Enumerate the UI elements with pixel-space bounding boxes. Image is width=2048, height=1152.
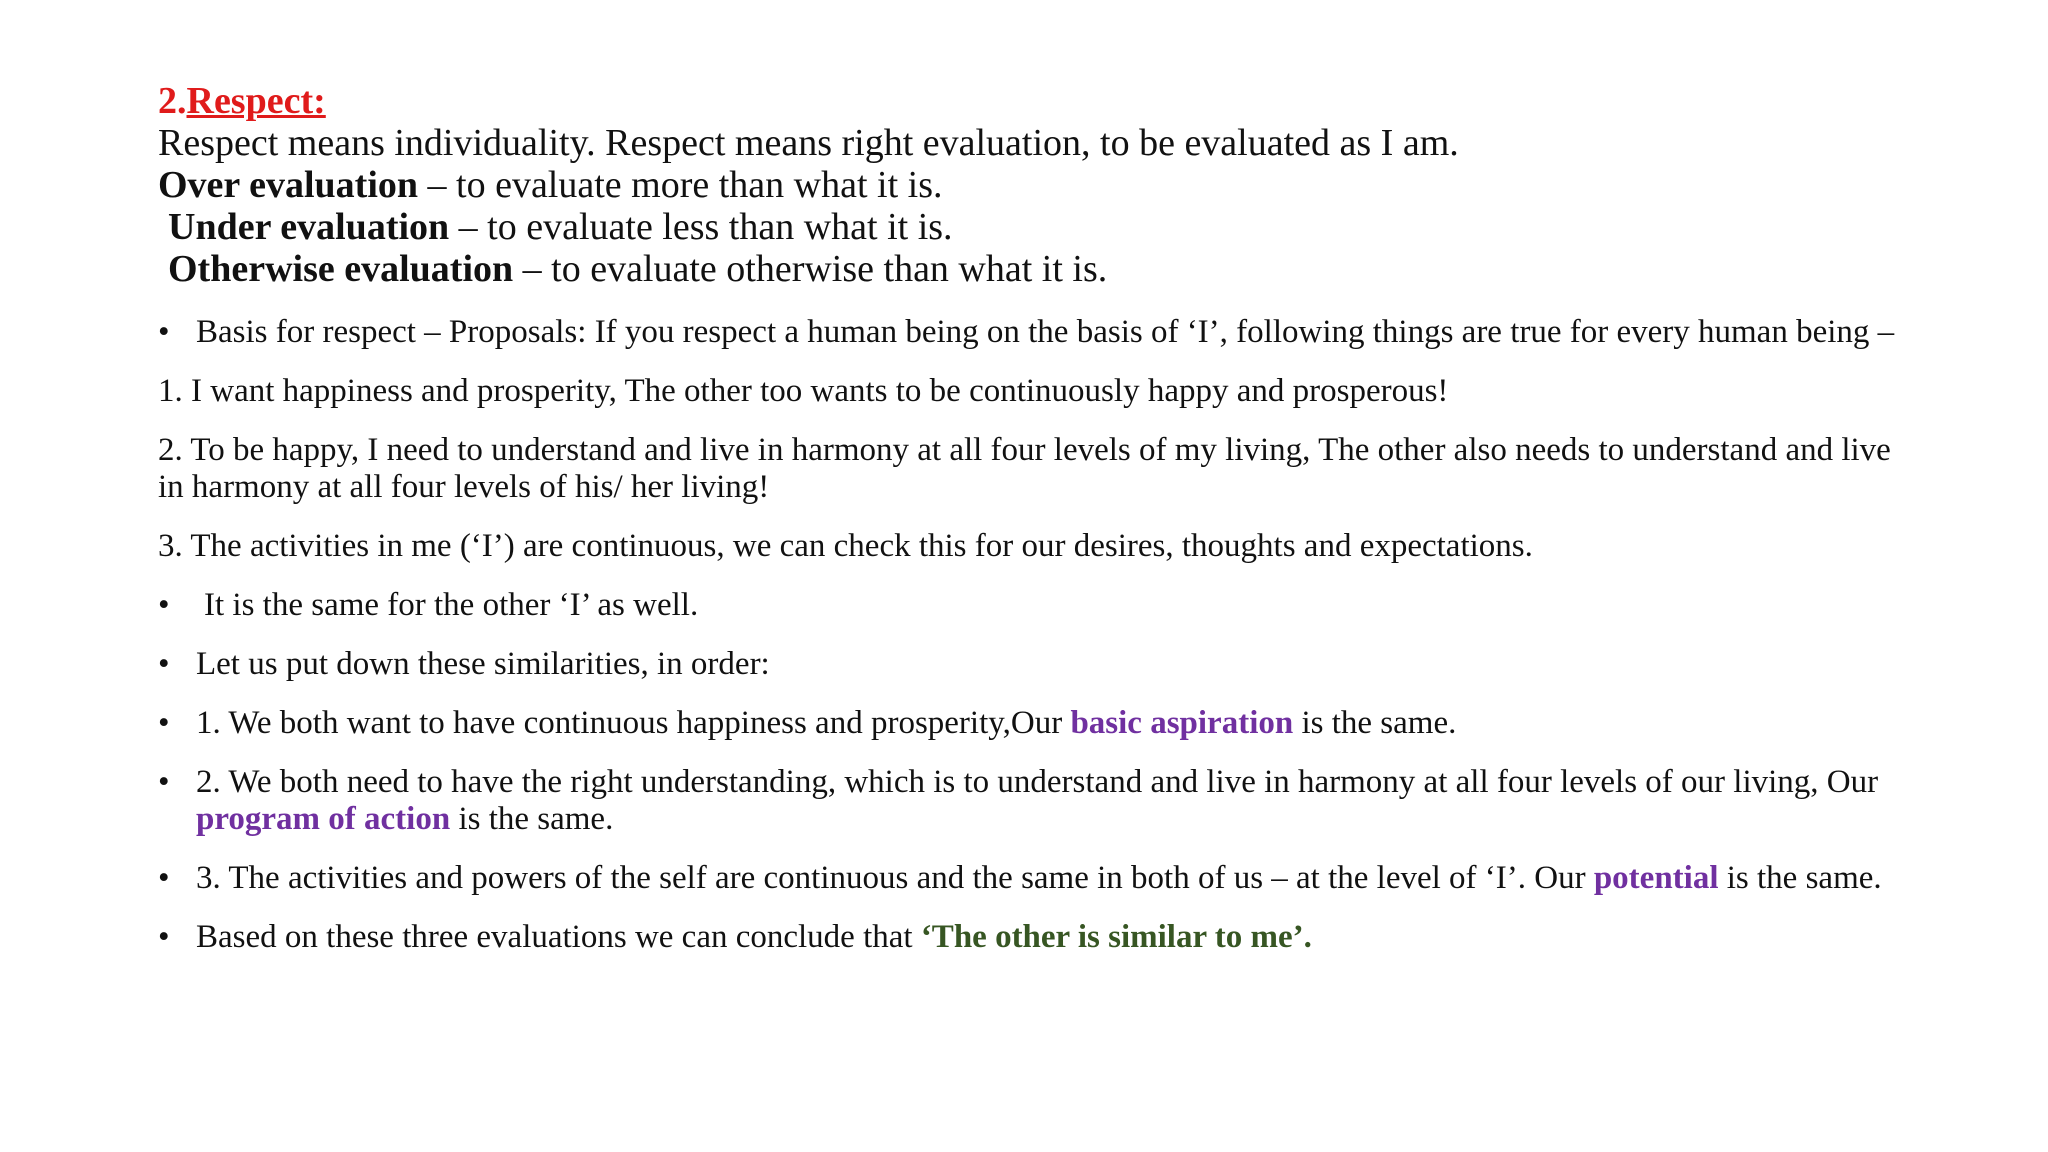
similarity-text: is the same. xyxy=(450,801,614,837)
respect-definition: Respect means individuality. Respect means right evaluation, to be evaluated as I am. xyxy=(158,122,1459,164)
similarity-text: is the same. xyxy=(1718,860,1882,896)
section-heading xyxy=(158,80,1978,122)
similarity-highlight: potential xyxy=(1593,860,1719,896)
similarity-text: 2. We both need to have the right understanding, which is to understand and live in harmony at all four levels of our living, Our xyxy=(196,764,1879,800)
similarity-highlight: program of action xyxy=(196,801,451,837)
similarity-highlight: basic aspiration xyxy=(1070,705,1294,741)
conclusion-text: Based on these three evaluations we can conclude that xyxy=(196,919,921,955)
proposal-3: 3. The activities in me (‘I’) are continuous, we can check this for our desires, thoughts and expectations. xyxy=(158,528,1533,564)
bullet-same-for-other: • It is the same for the other ‘I’ as well. xyxy=(158,587,1918,624)
bullet-conclusion xyxy=(158,919,1918,956)
evaluation-over xyxy=(158,164,1978,206)
bullet-put-down: • Let us put down these similarities, in order: xyxy=(158,646,1918,683)
bullet-similarity-1 xyxy=(158,705,1918,742)
similarity-text: 1. We both want to have continuous happiness and prosperity,Our xyxy=(196,705,1071,741)
evaluation-desc: – to evaluate more than what it is. xyxy=(418,164,943,206)
proposal-1: 1. I want happiness and prosperity, The other too wants to be continuously happy and prosperous! xyxy=(158,373,1449,409)
evaluation-under xyxy=(158,206,1978,248)
evaluation-term: Under evaluation xyxy=(168,206,450,248)
evaluation-term: Over evaluation xyxy=(158,164,419,206)
evaluation-otherwise xyxy=(158,248,1978,290)
slide-body xyxy=(158,314,1918,956)
similarity-text: 3. The activities and powers of the self are continuous and the same in both of us – at the level of ‘I’. Our xyxy=(196,860,1594,896)
heading-title: Respect: xyxy=(186,80,326,122)
conclusion-highlight: ‘The other is similar to me’. xyxy=(920,919,1312,955)
similarity-text: is the same. xyxy=(1293,705,1457,741)
proposal-2: 2. To be happy, I need to understand and live in harmony at all four levels of my living, The other also needs to understand and live in harmony at all four levels of his/ her living! xyxy=(158,432,1891,505)
bullet-similarity-2 xyxy=(158,764,1918,838)
evaluation-term: Otherwise evaluation xyxy=(168,248,514,290)
slide-header xyxy=(158,80,1978,290)
evaluation-desc: – to evaluate otherwise than what it is. xyxy=(513,248,1108,290)
bullet-similarity-3 xyxy=(158,860,1918,897)
evaluation-desc: – to evaluate less than what it is. xyxy=(449,206,953,248)
bullet-basis: • Basis for respect – Proposals: If you respect a human being on the basis of ‘I’, following things are true for every human being – xyxy=(158,314,1918,351)
heading-number: 2. xyxy=(158,80,187,122)
